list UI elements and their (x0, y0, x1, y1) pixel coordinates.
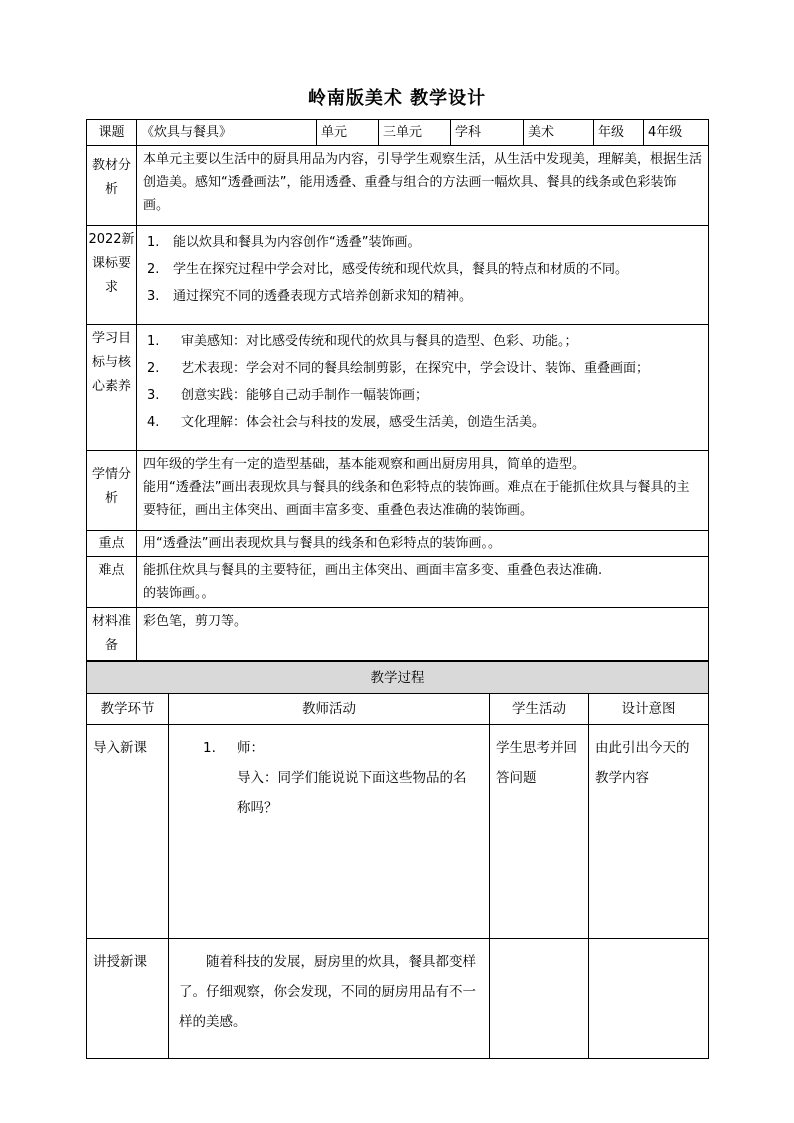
grade-value: 4年级 (644, 120, 709, 146)
materials-text: 彩色笔，剪刀等。 (137, 608, 709, 661)
student-activity-cell: 学生思考并回答问题 (490, 725, 589, 939)
difficulty-label: 难点 (87, 557, 137, 608)
list-item: 2. 艺术表现：学会对不同的餐具绘制剪影，在探究中，学会设计、装饰、重叠画面； (147, 361, 650, 376)
curriculum-list (137, 226, 709, 325)
learner-label: 学情分析 (87, 451, 137, 531)
lesson-info-table (86, 119, 709, 661)
column-header: 学生活动 (490, 694, 589, 725)
material-analysis-text: 本单元主要以生活中的厨具用品为内容，引导学生观察生活，从生活中发现美，理解美，根据生活创造美。感知“透叠画法”，能用透叠、重叠与组合的方法画一幅炊具、餐具的线条或色彩装饰画。 (137, 146, 709, 226)
topic-label: 课题 (87, 120, 137, 146)
table-row (87, 725, 709, 939)
teacher-line-2: 导入：同学们能说说下面这些物品的名称吗？ (237, 770, 467, 816)
learner-row (87, 451, 709, 531)
curriculum-label: 2022新课标要求 (87, 226, 137, 325)
subject-value: 美术 (524, 120, 594, 146)
curriculum-row (87, 226, 709, 325)
focus-row (87, 531, 709, 557)
column-header: 设计意图 (589, 694, 709, 725)
design-intent-cell: 由此引出今天的教学内容 (589, 725, 709, 939)
stage-cell: 讲授新课 (87, 939, 169, 1059)
goals-row (87, 325, 709, 451)
teacher-item-number: 1. (203, 740, 216, 756)
list-item: 1. 能以炊具和餐具为内容创作“透叠”装饰画。 (147, 235, 421, 250)
unit-value: 三单元 (379, 120, 451, 146)
teaching-process-table (86, 661, 709, 1059)
list-item: 2. 学生在探究过程中学会对比，感受传统和现代炊具，餐具的特点和材质的不同。 (147, 262, 629, 277)
material-analysis-label: 教材分析 (87, 146, 137, 226)
goals-list (137, 325, 709, 451)
grade-label: 年级 (594, 120, 644, 146)
teacher-activity-cell: 随着科技的发展，厨房里的炊具，餐具都变样了。仔细观察，你会发现，不同的厨房用品有不一样的美感。 (169, 939, 490, 1059)
teacher-activity-cell (169, 725, 490, 939)
column-header: 教师活动 (169, 694, 490, 725)
difficulty-row (87, 557, 709, 608)
difficulty-text (137, 557, 709, 608)
learner-line-1: 四年级的学生有一定的造型基础，基本能观察和画出厨房用具，简单的造型。 (143, 457, 586, 472)
materials-row (87, 608, 709, 661)
teacher-line-1: 师： (237, 740, 264, 756)
list-item: 1. 审美感知：对比感受传统和现代的炊具与餐具的造型、色彩、功能。； (147, 334, 578, 349)
list-item: 3. 通过探究不同的透叠表现方式培养创新求知的精神。 (147, 289, 473, 304)
unit-label: 单元 (317, 120, 379, 146)
focus-text: 用“透叠法”画出表现炊具与餐具的线条和色彩特点的装饰画。。 (137, 531, 709, 557)
difficulty-line-1: 能抓住炊具与餐具的主要特征，画出主体突出、画面丰富多变、重叠色表达准确. (143, 563, 603, 578)
topic-value: 《炊具与餐具》 (137, 120, 317, 146)
focus-label: 重点 (87, 531, 137, 557)
student-activity-cell (490, 939, 589, 1059)
column-header: 教学环节 (87, 694, 169, 725)
goals-label: 学习目标与核心素养 (87, 325, 137, 451)
learner-text (137, 451, 709, 531)
process-title: 教学过程 (87, 662, 709, 694)
table-row (87, 939, 709, 1059)
difficulty-line-2: 的装饰画。。 (143, 586, 215, 601)
process-title-row (87, 662, 709, 694)
design-intent-cell (589, 939, 709, 1059)
learner-line-2: 能用“透叠法”画出表现炊具与餐具的线条和色彩特点的装饰画。难点在于能抓住炊具与餐具的主要特征，画出主体突出、画面丰富多变、重叠色表达准确的装饰画。 (143, 480, 690, 518)
subject-label: 学科 (451, 120, 524, 146)
list-item: 3. 创意实践：能够自己动手制作一幅装饰画； (147, 388, 429, 403)
header-row (87, 120, 709, 146)
material-analysis-row (87, 146, 709, 226)
materials-label: 材料准备 (87, 608, 137, 661)
stage-cell: 导入新课 (87, 725, 169, 939)
list-item: 4. 文化理解：体会社会与科技的发展，感受生活美，创造生活美。 (147, 415, 546, 430)
process-header-row (87, 694, 709, 725)
page-title: 岭南版美术 教学设计 (307, 88, 487, 109)
